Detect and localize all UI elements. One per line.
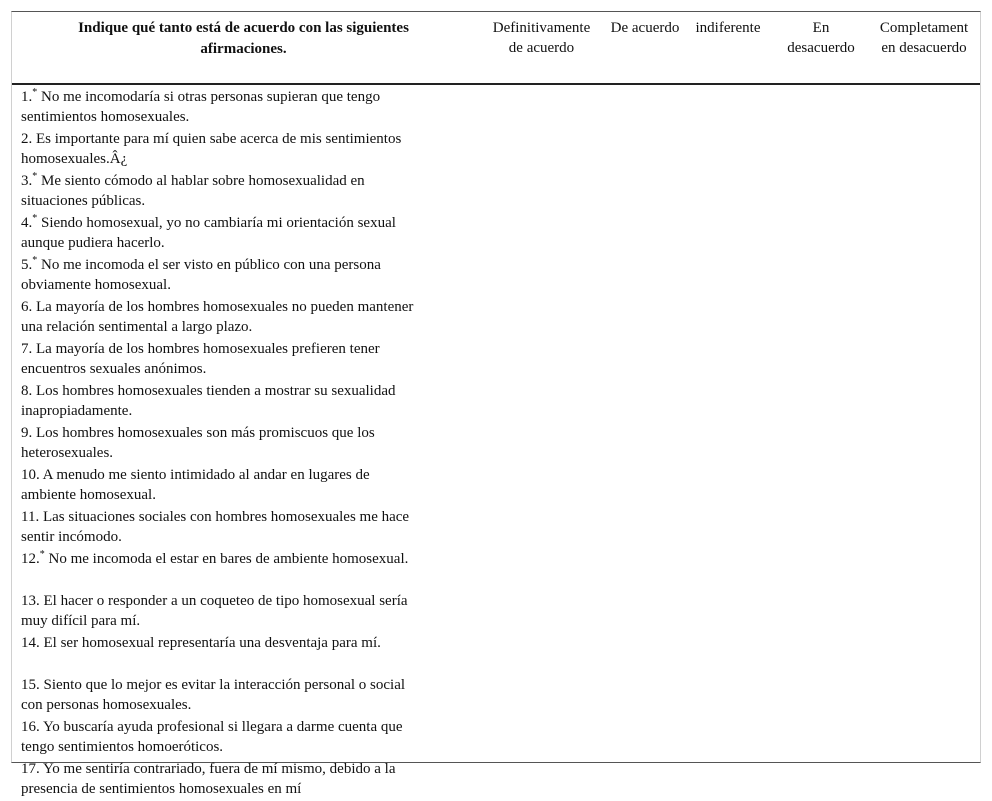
table-row xyxy=(21,465,441,507)
table-row xyxy=(21,591,441,633)
item-statement: El hacer o responder a un coqueteo de tipo homosexual sería muy difícil para mí. xyxy=(21,593,408,629)
item-number: 9. xyxy=(21,425,33,441)
table-row xyxy=(21,339,441,381)
item-number: 14. xyxy=(21,635,40,651)
item-statement: No me incomodaría si otras personas supieran que tengo sentimientos homosexuales. xyxy=(21,89,381,125)
item-number: 8. xyxy=(21,383,33,399)
item-statement: A menudo me siento intimidado al andar en lugares de ambiente homosexual. xyxy=(21,467,370,503)
table-row xyxy=(21,759,441,801)
item-statement: No me incomoda el ser visto en público con una persona obviamente homosexual. xyxy=(21,257,381,293)
reverse-scored-asterisk: * xyxy=(32,87,38,98)
table-row xyxy=(21,549,441,591)
item-statement: La mayoría de los hombres homosexuales prefieren tener encuentros sexuales anónimos. xyxy=(21,341,380,377)
item-number: 17. xyxy=(21,761,40,777)
item-number: 6. xyxy=(21,299,33,315)
item-statement: La mayoría de los hombres homosexuales no pueden mantener una relación sentimental a largo plazo. xyxy=(21,299,414,335)
survey-table xyxy=(11,11,981,797)
column-header-de-acuerdo: De acuerdo xyxy=(610,20,680,36)
item-statement: Los hombres homosexuales tienden a mostrar su sexualidad inapropiadamente. xyxy=(21,383,396,419)
item-statement: Es importante para mí quien sabe acerca de mis sentimientos homosexuales.Â¿ xyxy=(21,131,402,167)
column-header-completamente-en-desacuerdo: Completament en desacuerdo xyxy=(879,20,969,56)
item-statement: Los hombres homosexuales son más promiscuos que los heterosexuales. xyxy=(21,425,375,461)
table-row xyxy=(21,717,441,759)
item-number: 10. xyxy=(21,467,40,483)
reverse-scored-asterisk: * xyxy=(32,255,38,266)
item-statement: Yo me sentiría contrariado, fuera de mí mismo, debido a la presencia de sentimientos homosexuales en mí xyxy=(21,761,396,797)
reverse-scored-asterisk: * xyxy=(32,171,38,182)
table-header xyxy=(12,12,980,85)
item-number: 4. xyxy=(21,215,33,231)
column-header-en-desacuerdo: En desacuerdo xyxy=(787,20,855,56)
item-statement: Siento que lo mejor es evitar la interacción personal o social con personas homosexuales. xyxy=(21,677,406,713)
item-number: 13. xyxy=(21,593,40,609)
table-row xyxy=(21,381,441,423)
table-row xyxy=(21,423,441,465)
item-statement: Me siento cómodo al hablar sobre homosexualidad en situaciones públicas. xyxy=(21,173,365,209)
item-number: 2. xyxy=(21,131,33,147)
item-number: 3. xyxy=(21,173,33,189)
item-number: 5. xyxy=(21,257,33,273)
item-statement: Las situaciones sociales con hombres homosexuales me hace sentir incómodo. xyxy=(21,509,410,545)
table-body xyxy=(21,87,441,801)
table-row xyxy=(21,507,441,549)
item-statement: No me incomoda el estar en bares de ambiente homosexual. xyxy=(48,551,409,567)
item-statement: Yo buscaría ayuda profesional si llegara a darme cuenta que tengo sentimientos homoeróticos. xyxy=(21,719,403,755)
table-row xyxy=(21,633,441,675)
table-row xyxy=(21,129,441,171)
table-row xyxy=(21,297,441,339)
reverse-scored-asterisk: * xyxy=(32,213,38,224)
item-number: 1. xyxy=(21,89,33,105)
table-row xyxy=(21,213,441,255)
item-number: 7. xyxy=(21,341,33,357)
item-number: 16. xyxy=(21,719,40,735)
table-row xyxy=(21,675,441,717)
table-row xyxy=(21,87,441,129)
reverse-scored-asterisk: * xyxy=(39,549,45,560)
item-number: 12. xyxy=(21,551,40,567)
column-header-definitivamente-de-acuerdo: Definitivamente de acuerdo xyxy=(492,20,591,56)
item-number: 15. xyxy=(21,677,40,693)
table-row xyxy=(21,255,441,297)
item-statement: El ser homosexual representaría una desventaja para mí. xyxy=(43,635,381,651)
table-row xyxy=(21,171,441,213)
item-number: 11. xyxy=(21,509,40,525)
item-statement: Siendo homosexual, yo no cambiaría mi orientación sexual aunque pudiera hacerlo. xyxy=(21,215,396,251)
question-column-header: Indique qué tanto está de acuerdo con las siguientes afirmaciones. xyxy=(78,20,409,57)
column-header-indiferente: indiferente xyxy=(695,20,761,36)
